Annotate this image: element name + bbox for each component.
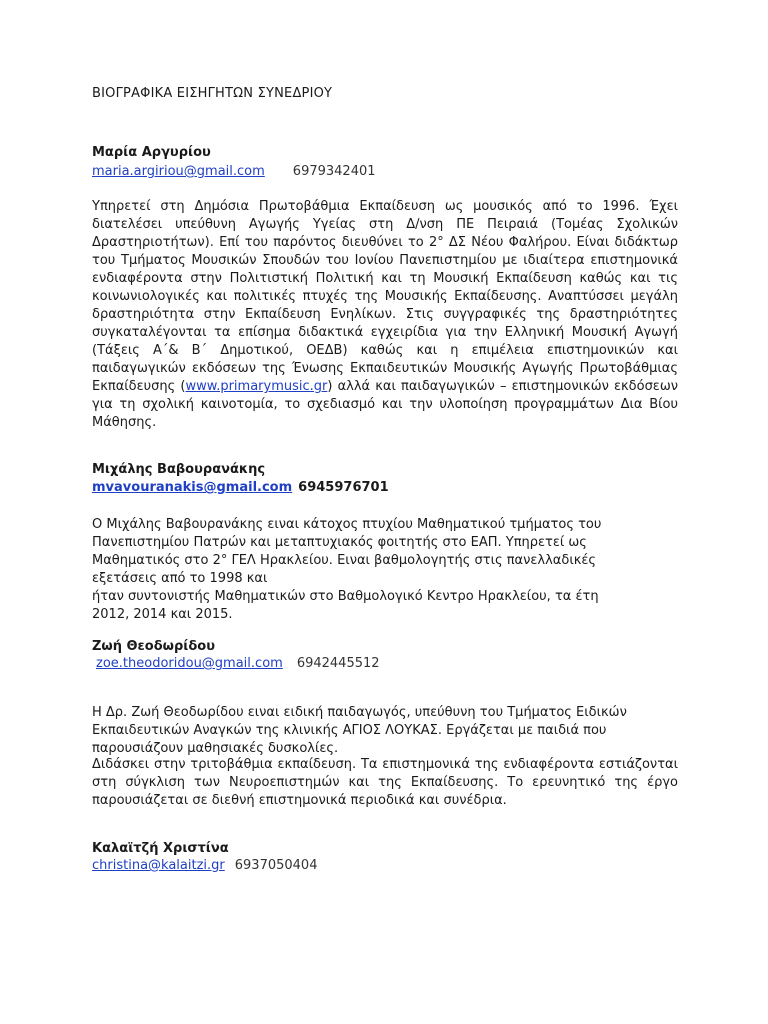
bio-line: Ο Μιχάλης Βαβουρανάκης ειναι κάτοχος πτυχίου Μαθηματικού τμήματος του bbox=[92, 517, 602, 532]
bio-line: 2012, 2014 και 2015. bbox=[92, 607, 233, 622]
email-link[interactable]: zoe.theodoridou@gmail.com bbox=[96, 656, 283, 671]
speaker-name: Ζωή Θεοδωρίδου bbox=[92, 639, 215, 654]
phone-number: 6979342401 bbox=[292, 164, 376, 179]
bio-line: εξετάσεις από το 1998 και bbox=[92, 571, 268, 586]
email-link[interactable]: christina@kalaitzi.gr bbox=[92, 858, 225, 873]
bio-line: Πανεπιστημίου Πατρών και μεταπτυχιακός φοιτητής στο ΕΑΠ. Υπηρετεί ως bbox=[92, 535, 587, 550]
bio-text: ) αλλά και παιδαγωγικών – επιστημονικών εκδόσεων για τη σχολική καινοτομία, το σχεδιασμό και την υλοποίηση προγραμμάτων Δια Βίου Μάθησης. bbox=[92, 379, 678, 430]
phone-number: 6942445512 bbox=[296, 656, 380, 671]
bio-line: ήταν συντονιστής Μαθηματικών στο Βαθμολογικό Κεντρο Ηρακλείου, τα έτη bbox=[92, 589, 599, 604]
document-title: ΒΙΟΓΡΑΦΙΚΑ ΕΙΣΗΓΗΤΩΝ ΣΥΝΕΔΡΙΟΥ bbox=[92, 86, 333, 101]
speaker-bio bbox=[92, 198, 678, 432]
speaker-name: Μαρία Αργυρίου bbox=[92, 145, 211, 160]
speaker-name: Μιχάλης Βαβουρανάκης bbox=[92, 462, 266, 477]
speaker-contact bbox=[92, 164, 376, 179]
speaker-contact bbox=[92, 858, 317, 873]
email-link[interactable]: maria.argiriou@gmail.com bbox=[92, 164, 265, 179]
website-link[interactable]: www.primarymusic.gr bbox=[185, 379, 328, 394]
phone-number: 6937050404 bbox=[234, 858, 318, 873]
speaker-bio bbox=[92, 516, 678, 624]
bio-text: Υπηρετεί στη Δημόσια Πρωτοβάθμια Εκπαίδευση ως μουσικός από το 1996. Έχει διατελέσει υπεύθυνη Αγωγής Υγείας στη Δ/νση ΠΕ Πειραιά (Τομέας Σχολικών Δραστηριοτήτων). Επί του παρόντος διευθύνει το 2° ΔΣ Νέου Φαλήρου. Είναι διδάκτωρ του Τμήματος Μουσικών Σπουδών του Ιονίου Πανεπιστημίου με ιδιαίτερα επιστημονικά ενδιαφέροντα στην Πολιτιστική Πολιτική και τη Μουσική Εκπαίδευση καθώς και τις κοινωνιολογικές και πολιτικές πτυχές της Μουσικής Εκπαίδευσης. Αναπτύσσει μεγάλη δραστηριότητα στην Εκπαίδευση Ενηλίκων. Στις συγγραφικές της δραστηριότητες συγκαταλέγονται τα επίσημα διδακτικά εγχειρίδια για την Ελληνική Μουσική Αγωγή (Τάξεις Α΄& Β΄ Δημοτικού, ΟΕΔΒ) καθώς και η επιμέλεια επιστημονικών και παιδαγωγικών εκδόσεων της Ένωσης Εκπαιδευτικών Μουσικής Αγωγής Πρωτοβάθμιας Εκπαίδευσης ( bbox=[92, 199, 678, 394]
speaker-bio: Διδάσκει στην τριτοβάθμια εκπαίδευση. Τα επιστημονικά της ενδιαφέροντα εστιάζονται στη σύγκλιση των Νευροεπιστημών και της Εκπαίδευσης. Το ερευνητικό της έργο παρουσιάζεται σε διεθνή επιστημονικά περιοδικά και συνέδρια. bbox=[92, 757, 678, 808]
speaker-contact bbox=[96, 656, 380, 671]
speaker-contact bbox=[92, 480, 389, 495]
bio-line: Μαθηματικός στο 2° ΓΕΛ Ηρακλείου. Ειναι βαθμολογητής στις πανελλαδικές bbox=[92, 553, 597, 568]
phone-number: 6945976701 bbox=[298, 480, 389, 495]
speaker-bio: Η Δρ. Ζωή Θεοδωρίδου ειναι ειδική παιδαγωγός, υπεύθυνη του Τμήματος Ειδικών Εκπαιδευτικών Αναγκών της κλινικής ΑΓΙΟΣ ΛΟΥΚΑΣ. Εργάζεται με παιδιά που παρουσιάζουν μαθησιακές δυσκολίες. bbox=[92, 705, 627, 756]
speaker-name: Καλαϊτζή Χριστίνα bbox=[92, 841, 229, 856]
email-link[interactable]: mvavouranakis@gmail.com bbox=[92, 480, 293, 495]
